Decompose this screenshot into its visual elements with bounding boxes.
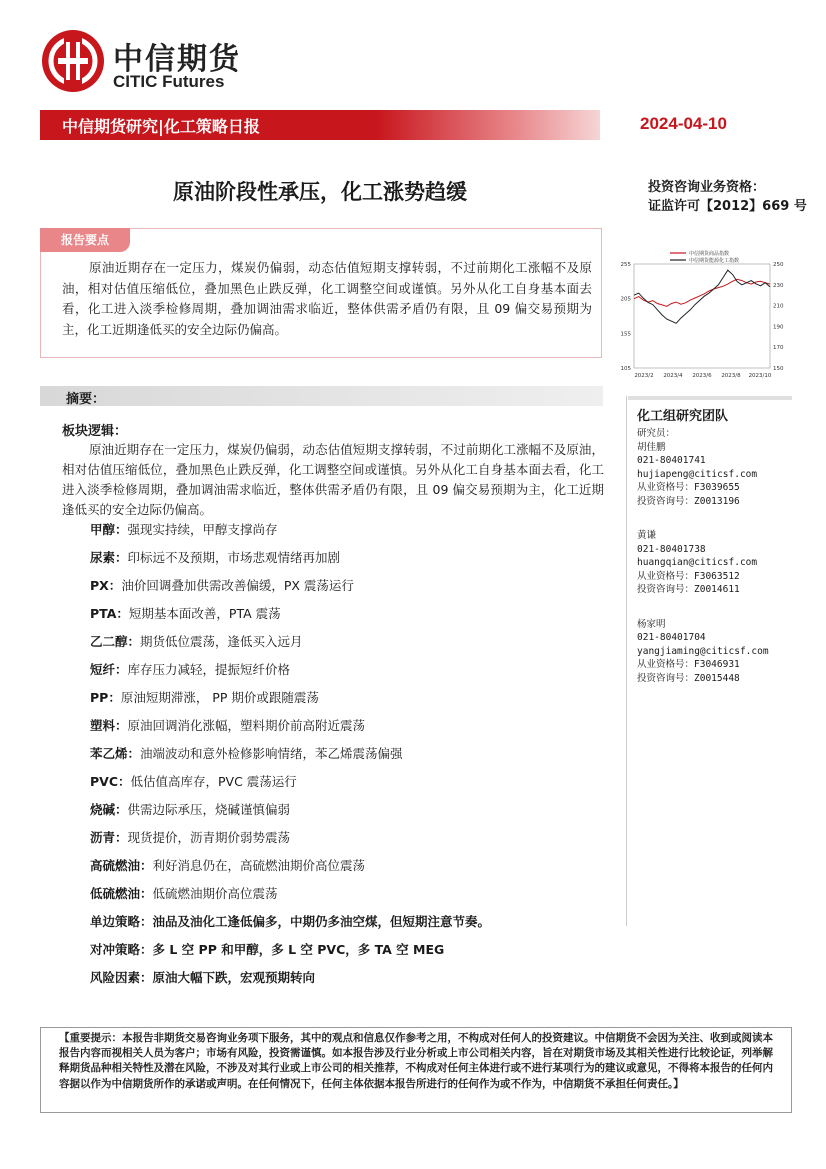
list-item: PP：原油短期滞涨， PP 期价或跟随震荡 (90, 690, 319, 705)
product-views-list (90, 520, 610, 996)
team-bar (628, 396, 792, 400)
key-points-text: 原油近期存在一定压力，煤炭仍偏弱，动态估值短期支撑转弱，不过前期化工涨幅不及原油，相对估值压缩低位，叠加黑色止跌反弹，化工调整空间或谨慎。另外从化工自身基本面去看，化工进入淡季检修周期，叠加调油需求临近，整体供需矛盾仍有限，且 09 偏交易预期为主，化工近期逢低买的安全边际仍偏高。 (62, 260, 592, 337)
team-title: 化工组研究团队 (637, 409, 729, 424)
x-tick-label: 2023/6 (692, 373, 712, 379)
team-divider (626, 396, 627, 926)
qualification-block (648, 178, 807, 216)
y-right-tick-label: 170 (773, 345, 784, 352)
list-item: PVC：低估值高库存，PVC 震荡运行 (90, 774, 297, 789)
key-points-label: 报告要点 (40, 228, 130, 252)
citic-emblem-icon (40, 28, 106, 94)
team-role: 研究员： (637, 428, 676, 439)
x-tick-label: 2023/4 (663, 373, 683, 379)
x-tick-label: 2023/8 (721, 373, 741, 379)
list-item: 高硫燃油：利好消息仍在，高硫燃油期价高位震荡 (90, 858, 366, 873)
team-member: 杨家明 021-80401704 yangjiaming@citicsf.com 从业资格号：F3046931 投资咨询号：Z0015448 (637, 618, 797, 686)
report-date: 2024-04-10 (640, 114, 727, 133)
index-line-chart (612, 236, 792, 386)
strategy-item: 对冲策略：多 L 空 PP 和甲醇，多 L 空 PVC，多 TA 空 MEG (90, 942, 445, 957)
list-item: 沥青：现货提价，沥青期价弱势震荡 (90, 830, 291, 845)
citic-futures-logo (40, 28, 255, 98)
banner-title: 中信期货研究|化工策略日报 (62, 117, 260, 136)
summary-label: 摘要： (66, 392, 106, 407)
legend-label: 中信期货能源化工指数 (689, 258, 740, 264)
list-item: 短纤：库存压力减轻，提振短纤价格 (90, 662, 291, 677)
list-item: 苯乙烯：油端波动和意外检修影响情绪，苯乙烯震荡偏强 (90, 746, 403, 761)
list-item: 甲醇：强现实持续，甲醇支撑尚存 (90, 522, 278, 537)
member-email[interactable]: huangqian@citicsf.com (637, 557, 758, 568)
summary-bar (40, 386, 603, 406)
y-right-tick-label: 190 (773, 324, 784, 331)
list-item: 尿素：印标远不及预期，市场悲观情绪再加剧 (90, 550, 341, 565)
y-left-tick-label: 155 (620, 331, 631, 338)
chart-plot-frame (634, 264, 770, 368)
x-tick-label: 2023/10 (748, 373, 772, 379)
qualification-line-1: 投资咨询业务资格： (648, 180, 766, 195)
qualification-line-2: 证监许可【2012】669 号 (648, 199, 807, 214)
series-line (634, 270, 770, 323)
y-left-tick-label: 255 (620, 262, 631, 268)
logo-chinese-name: 中信期货 (113, 42, 241, 77)
logic-label: 板块逻辑： (62, 424, 128, 439)
team-member: 黄谦 021-80401738 huangqian@citicsf.com 从业资格号：F3063512 投资咨询号：Z0014611 (637, 529, 797, 597)
member-email[interactable]: yangjiaming@citicsf.com (637, 645, 769, 657)
list-item: 乙二醇：期货低位震荡，逢低买入远月 (90, 634, 303, 649)
list-item: 烧碱：供需边际承压，烧碱谨慎偏弱 (90, 802, 291, 817)
list-item: 塑料：原油回调消化涨幅，塑料期价前高附近震荡 (90, 718, 366, 733)
list-item: 低硫燃油：低硫燃油期价高位震荡 (90, 886, 278, 901)
y-left-tick-label: 105 (620, 366, 631, 372)
disclaimer: 【重要提示：本报告非期货交易咨询业务项下服务，其中的观点和信息仅作参考之用，不构成对任何人的投资建议。中信期货不会因为关注、收到或阅读本报告内容而视相关人员为客户；市场有风险，投资需谨慎。如本报告涉及行业分析或上市公司相关内容，旨在对期货市场及其相关性进行比较论证，列举解释期货品种相关特性及潜在风险，不涉及对其行业或上市公司的相关推荐，不构成对任何主体进行或不进行某项行为的建议或意见，不得将本报告的任何内容据以作为中信期货所作的承诺或声明。在任何情况下，任何主体依据本报告所进行的任何作为或不作为，中信期货不承担任何责任。】 (40, 1027, 792, 1113)
report-banner (40, 110, 600, 140)
report-title: 原油阶段性承压，化工涨势趋缓 (173, 180, 467, 204)
member-email[interactable]: hujiapeng@citicsf.com (637, 468, 758, 480)
legend-label: 中信期货商品指数 (689, 251, 730, 257)
y-right-tick-label: 210 (773, 303, 784, 310)
strategy-item: 单边策略：油品及油化工逢低偏多，中期仍多油空煤，但短期注意节奏。 (90, 914, 491, 929)
list-item: PTA：短期基本面改善，PTA 震荡 (90, 606, 281, 621)
x-tick-label: 2023/2 (634, 373, 654, 379)
y-right-tick-label: 150 (773, 366, 784, 372)
logic-text: 原油近期存在一定压力，煤炭仍偏弱，动态估值短期支撑转弱，不过前期化工涨幅不及原油，相对估值压缩低位，叠加黑色止跌反弹，化工调整空间或谨慎。另外从化工自身基本面去看，化工进入淡季检修周期，叠加调油需求临近，整体供需矛盾仍有限，且 09 偏交易预期为主，化工近期逢低买的安全边际仍偏高。 (62, 442, 604, 517)
series-line (634, 279, 770, 306)
team-list (637, 427, 797, 706)
logo-english-name: CITIC Futures (113, 72, 225, 91)
y-right-tick-label: 250 (773, 262, 784, 268)
team-member: 胡佳鹏 021-80401741 hujiapeng@citicsf.com 从业资格号：F3039655 投资咨询号：Z0013196 (637, 441, 797, 509)
y-left-tick-label: 205 (620, 296, 631, 303)
strategy-item: 风险因素：原油大幅下跌，宏观预期转向 (90, 970, 316, 985)
y-right-tick-label: 230 (773, 282, 784, 289)
list-item: PX：油价回调叠加供需改善偏缓，PX 震荡运行 (90, 578, 354, 593)
